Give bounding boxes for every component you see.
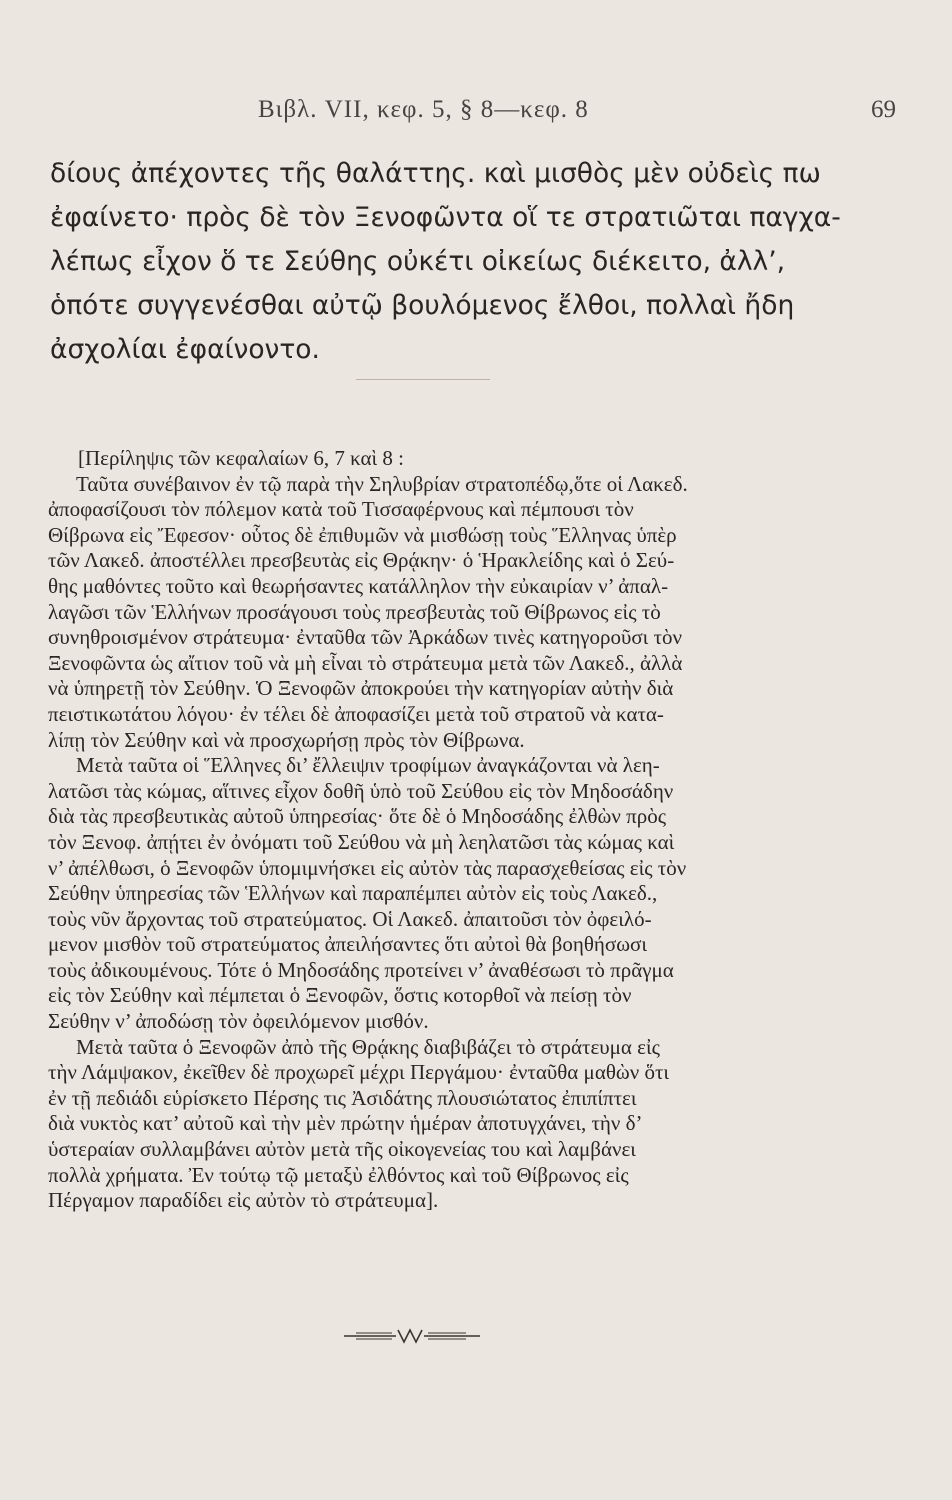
summary-line: λίπῃ τὸν Σεύθην καὶ νὰ προσχωρήσῃ πρὸς τὸν Θίβρωνα. (48, 727, 525, 752)
summary-line: νὰ ὑπηρετῇ τὸν Σεύθην. Ὁ Ξενοφῶν ἀποκρούει τὴν κατηγορίαν αὐτὴν διὰ (48, 676, 674, 701)
summary-line: πειστικωτάτου λόγου· ἐν τέλει δὲ ἀποφασίζει μετὰ τοῦ στρατοῦ νὰ κατα- (48, 701, 664, 726)
page-number: 69 (871, 96, 896, 123)
summary-line: Ταῦτα συνέβαινον ἐν τῷ παρὰ τὴν Σηλυβρίαν στρατοπέδῳ,ὅτε οἱ Λακεδ. (76, 471, 688, 496)
summary-line: πολλὰ χρήματα. Ἐν τούτῳ τῷ μεταξὺ ἐλθόντος καὶ τοῦ Θίβρωνος εἰς (48, 1162, 629, 1187)
summary-line: τὸν Ξενοφ. ἀπῄτει ἐν ὀνόματι τοῦ Σεύθου νὰ μὴ λεηλατῶσι τὰς κώμας καὶ (48, 829, 675, 854)
running-title: Βιβλ. VII, κεφ. 5, § 8—κεφ. 8 (258, 96, 589, 123)
summary-line: Ξενοφῶντα ὡς αἴτιον τοῦ νὰ μὴ εἶναι τὸ στράτευμα μετὰ τῶν Λακεδ., ἀλλὰ (48, 650, 683, 675)
summary-line: τοὺς νῦν ἄρχοντας τοῦ στρατεύματος. Οἱ Λακεδ. ἀπαιτοῦσι τὸν ὀφειλό- (48, 906, 652, 931)
summary-line: ν’ ἀπέλθωσι, ὁ Ξενοφῶν ὑπομιμνήσκει εἰς αὐτὸν τὰς παρασχεθείσας εἰς τὸν (48, 855, 687, 880)
summary-line: λαγῶσι τῶν Ἑλλήνων προσάγουσι τοὺς πρεσβευτὰς τοῦ Θίβρωνος εἰς τὸ (48, 599, 661, 624)
summary-line: εἰς τὸν Σεύθην καὶ πέμπεται ὁ Ξενοφῶν, ὅστις κοτορθοῖ νὰ πείσῃ τὸν (48, 983, 632, 1008)
summary-line: Μετὰ ταῦτα οἱ Ἕλληνες δι’ ἔλλειψιν τροφίμων ἀναγκάζονται νὰ λεη- (76, 753, 660, 778)
summary-line: Σεύθην ὑπηρεσίας τῶν Ἑλλήνων καὶ παραπέμπει αὐτὸν εἰς τοὺς Λακεδ., (48, 881, 658, 906)
summary-line: μενον μισθὸν τοῦ στρατεύματος ἀπειλήσαντες ὅτι αὐτοὶ θὰ βοηθήσωσι (48, 932, 648, 957)
summary-line: [Περίληψις τῶν κεφαλαίων 6, 7 καὶ 8 : (78, 446, 405, 470)
summary-line: Σεύθην ν’ ἀποδώσῃ τὸν ὀφειλόμενον μισθόν. (48, 1009, 429, 1034)
section-divider (356, 379, 490, 380)
text-line: ἐφαίνετο· πρὸς δὲ τὸν Ξενοφῶντα οἵ τε στρατιῶται παγχα- (50, 202, 841, 233)
page-header (48, 96, 896, 136)
text-line: ἀσχολίαι ἐφαίνοντο. (50, 334, 320, 365)
summary-line: λατῶσι τὰς κώμας, αἵτινες εἶχον δοθῆ ὑπὸ τοῦ Σεύθου εἰς τὸν Μηδοσάδην (48, 778, 674, 803)
summary-line: διὰ νυκτὸς κατ’ αὐτοῦ καὶ τὴν μὲν πρώτην ἡμέραν ἀποτυγχάνει, τὴν δ’ (48, 1111, 643, 1136)
tailpiece-ornament (342, 1324, 482, 1348)
main-text-block (50, 152, 902, 372)
summary-line: τοὺς ἀδικουμένους. Τότε ὁ Μηδοσάδης προτείνει ν’ ἀναθέσωσι τὸ πρᾶγμα (48, 957, 674, 982)
summary-line: τῶν Λακεδ. ἀποστέλλει πρεσβευτὰς εἰς Θρᾴκην· ὁ Ἡρακλείδης καὶ ὁ Σεύ- (48, 548, 675, 573)
text-line: ὁπότε συγγενέσθαι αὐτῷ βουλόμενος ἔλθοι, πολλαὶ ἤδη (50, 290, 795, 321)
summary-line: ἀποφασίζουσι τὸν πόλεμον κατὰ τοῦ Τισσαφέρνους καὶ πέμπουσι τὸν (48, 497, 634, 522)
summary-line: διὰ τὰς πρεσβευτικὰς αὐτοῦ ὑπηρεσίας· ὅτε δὲ ὁ Μηδοσάδης ἐλθὼν πρὸς (48, 804, 667, 829)
summary-line: θης μαθόντες τοῦτο καὶ θεωρήσαντες κατάλληλον τὴν εὐκαιρίαν ν’ ἀπαλ- (48, 573, 669, 598)
summary-line: Μετὰ ταῦτα ὁ Ξενοφῶν ἀπὸ τῆς Θρᾴκης διαβιβάζει τὸ στράτευμα εἰς (76, 1034, 660, 1059)
chapter-summary (48, 446, 900, 1214)
summary-line: Θίβρωνα εἰς Ἔφεσον· οὗτος δὲ ἐπιθυμῶν νὰ μισθώσῃ τοὺς Ἕλληνας ὑπὲρ (48, 522, 677, 547)
summary-line: τὴν Λάμψακον, ἐκεῖθεν δὲ προχωρεῖ μέχρι Περγάμου· ἐνταῦθα μαθὼν ὅτι (48, 1060, 670, 1085)
summary-line: ὑστεραίαν συλλαμβάνει αὐτὸν μετὰ τῆς οἰκογενείας του καὶ λαμβάνει (48, 1137, 636, 1162)
summary-line: συνηθροισμένον στράτευμα· ἐνταῦθα τῶν Ἀρκάδων τινὲς κατηγοροῦσι τὸν (48, 625, 682, 650)
text-line: δίους ἀπέχοντες τῆς θαλάττης. καὶ μισθὸς μὲν οὐδεὶς πω (50, 158, 821, 189)
summary-line: ἐν τῇ πεδιάδι εὑρίσκετο Πέρσης τις Ἀσιδάτης πλουσιώτατος ἐπιπίπτει (48, 1085, 637, 1110)
text-line: λέπως εἶχον ὅ τε Σεύθης οὐκέτι οἰκείως διέκειτο, ἀλλ’, (50, 246, 786, 277)
summary-line: Πέργαμον παραδίδει εἰς αὐτὸν τὸ στράτευμα]. (48, 1188, 439, 1213)
